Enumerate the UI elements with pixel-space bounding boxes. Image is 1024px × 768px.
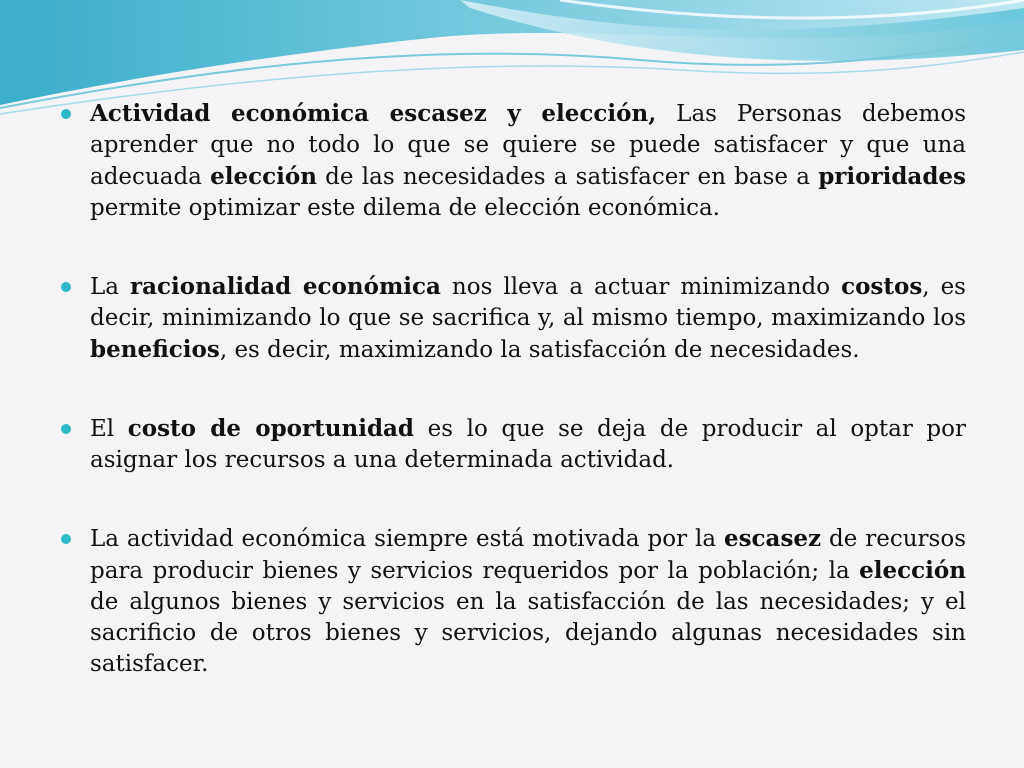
bullet-list: [58, 98, 966, 727]
text-run: , es decir, maximizando la satisfacción de necesidades.: [219, 337, 860, 363]
bold-term: Actividad económica escasez y elección,: [90, 100, 657, 127]
text-run: , es decir, minimizando lo que se sacrifica y, al mismo tiempo, maximizando los: [90, 274, 966, 331]
text-run: de algunos bienes y servicios en la satisfacción de las necesidades; y el sacrificio de otros bienes y servicios, dejando algunas necesidades sin satisfacer.: [90, 589, 966, 677]
text-run: nos lleva a actuar minimizando: [440, 274, 842, 300]
text-run: de recursos para producir bienes y servicios requeridos por la población; la: [90, 526, 966, 584]
bold-term: costo de oportunidad: [127, 415, 415, 442]
bullet-dot-icon: [61, 534, 71, 544]
bullet-text: [90, 526, 966, 677]
bold-term: elección: [859, 557, 966, 584]
text-run: La actividad económica siempre está motivada por la: [90, 526, 724, 552]
bullet-dot-icon: [61, 282, 71, 292]
bold-term: beneficios: [90, 336, 220, 363]
text-run: La: [90, 274, 130, 300]
bullet-dot-icon: [61, 424, 71, 434]
bullet-text: [90, 101, 966, 221]
bold-term: prioridades: [818, 163, 967, 190]
text-run: de las necesidades a satisfacer en base a: [316, 164, 819, 190]
bullet-text: [90, 416, 966, 473]
bullet-item: [58, 523, 966, 680]
bold-term: racionalidad económica: [129, 273, 441, 300]
bold-term: costos: [841, 273, 923, 300]
text-run: permite optimizar este dilema de elección económica.: [90, 195, 720, 221]
bullet-item: [58, 413, 966, 476]
text-run: El: [90, 416, 128, 442]
bold-term: elección: [210, 163, 317, 190]
bullet-text: [90, 274, 966, 363]
bold-term: escasez: [723, 525, 822, 552]
text-run: Las Personas debemos aprender que no todo lo que se quiere se puede satisfacer y que una adecuada: [90, 101, 966, 190]
text-run: es lo que se deja de producir al optar por asignar los recursos a una determinada actividad.: [90, 416, 966, 473]
bullet-dot-icon: [61, 109, 71, 119]
bullet-item: [58, 98, 966, 224]
bullet-item: [58, 271, 966, 366]
